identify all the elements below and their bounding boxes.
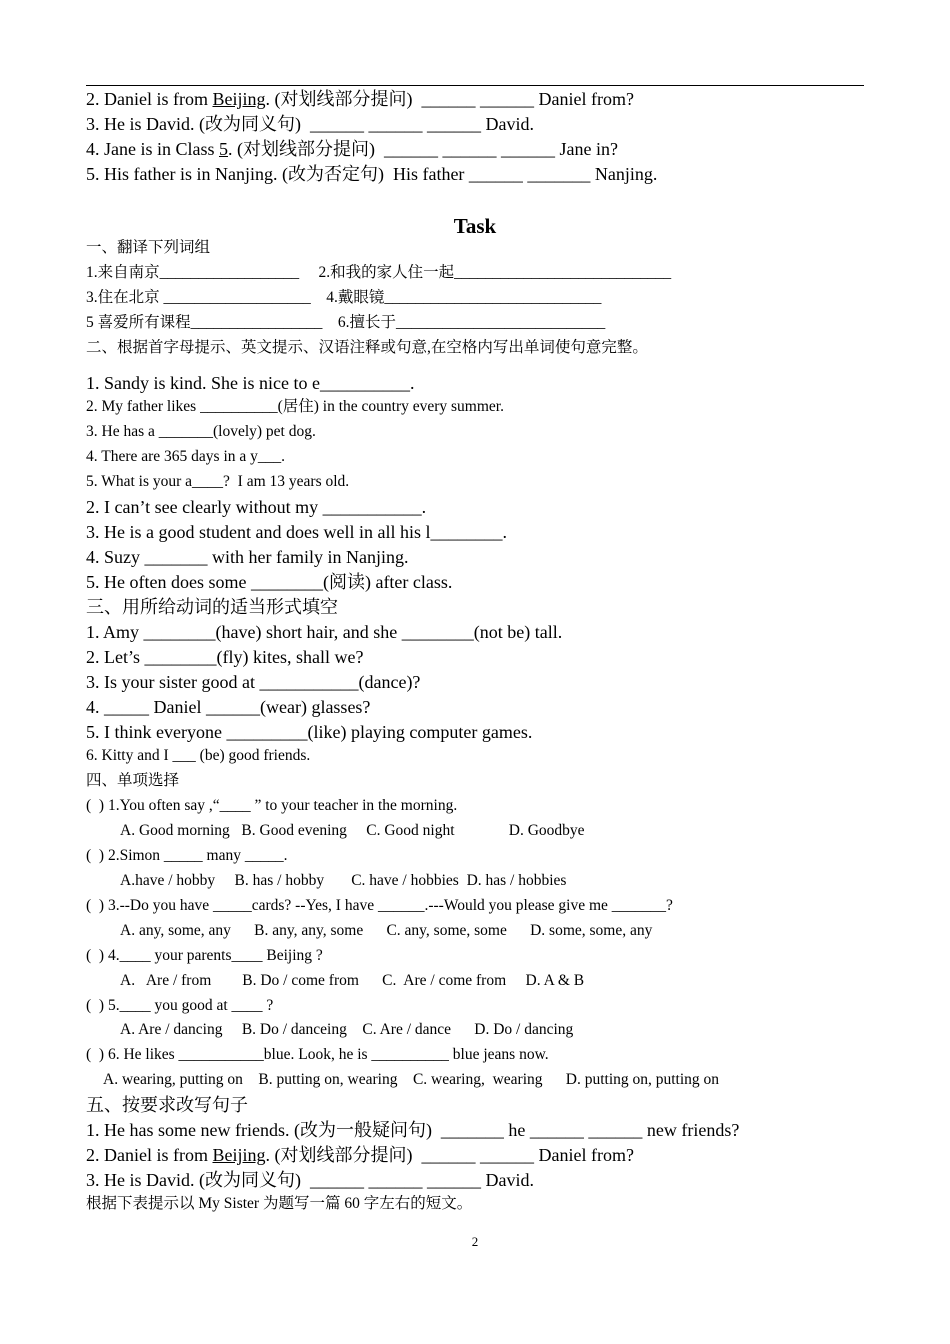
mc-options: A.have / hobby B. has / hobby C. have / hobbies D. has / hobbies — [120, 872, 567, 889]
mc-options: A. Are / dancing B. Do / danceing C. Are / dance D. Do / dancing — [120, 1021, 574, 1038]
part2-item: 4. There are 365 days in a y___. — [86, 448, 286, 465]
part1-row: 1.来自南京__________________ 2.和我的家人住一起____________________________ — [86, 264, 672, 281]
mc-options: A. Are / from B. Do / come from C. Are / come from D. A & B — [120, 972, 585, 989]
text: 4. Jane is in Class — [86, 139, 219, 159]
mc-question: ( ) 1.You often say ,“____ ” to your teacher in the morning. — [86, 797, 458, 814]
part2-item: 3. He is a good student and does well in all his l________. — [86, 522, 507, 542]
part2-item: 5. What is your a____? I am 13 years old. — [86, 473, 350, 490]
part2-item: 2. I can’t see clearly without my ___________. — [86, 497, 427, 517]
part3-item: 5. I think everyone _________(like) playing computer games. — [86, 722, 533, 742]
text: 2. Daniel is from — [86, 89, 213, 109]
part2-item: 2. My father likes __________(居住) in the country every summer. — [86, 398, 504, 415]
part3-item: 2. Let’s ________(fly) kites, shall we? — [86, 647, 364, 667]
rewrite-item-3: 3. He is David. (改为同义句) ______ ______ ______ David. — [86, 114, 534, 134]
section-title: Task — [453, 214, 497, 238]
underlined-word: 5 — [219, 139, 228, 159]
rewrite-item-4 — [86, 140, 618, 158]
rewrite-item-5: 5. His father is in Nanjing. (改为否定句) His father ______ _______ Nanjing. — [86, 164, 658, 184]
text: . (对划线部分提问) ______ ______ Daniel from? — [265, 1145, 634, 1165]
part3-item: 4. _____ Daniel ______(wear) glasses? — [86, 697, 371, 717]
part1-heading: 一、翻译下列词组 — [86, 239, 211, 256]
mc-options: A. Good morning B. Good evening C. Good night D. Goodbye — [120, 822, 585, 839]
part2-item: 3. He has a _______(lovely) pet dog. — [86, 423, 316, 440]
text: . (对划线部分提问) ______ ______ Daniel from? — [265, 89, 634, 109]
mc-options: A. wearing, putting on B. putting on, wearing C. wearing, wearing D. putting on, putting on — [103, 1071, 720, 1088]
mc-question: ( ) 4.____ your parents____ Beijing ? — [86, 947, 323, 964]
part3-item: 6. Kitty and I ___ (be) good friends. — [86, 747, 311, 764]
part1-row: 5 喜爱所有课程_________________ 6.擅长于___________________________ — [86, 314, 606, 331]
mc-options: A. any, some, any B. any, any, some C. any, some, some D. some, some, any — [120, 922, 653, 939]
page-number: 2 — [471, 1234, 479, 1249]
part2-heading: 二、根据首字母提示、英文提示、汉语注释或句意,在空格内写出单词使句意完整。 — [86, 339, 648, 356]
mc-question: ( ) 6. He likes ___________blue. Look, he is __________ blue jeans now. — [86, 1046, 549, 1063]
part2-item: 4. Suzy _______ with her family in Nanjing. — [86, 547, 409, 567]
text: 2. Daniel is from — [86, 1145, 213, 1165]
mc-question: ( ) 2.Simon _____ many _____. — [86, 847, 288, 864]
part3-item: 3. Is your sister good at ___________(dance)? — [86, 672, 421, 692]
rewrite-item-2 — [86, 1146, 634, 1164]
underlined-word: Beijing — [212, 89, 266, 109]
part2-item: 5. He often does some ________(阅读) after class. — [86, 572, 453, 592]
rewrite-item-2 — [86, 90, 634, 108]
part5-heading: 五、按要求改写句子 — [86, 1095, 248, 1115]
top-divider-line — [86, 85, 864, 86]
part3-item: 1. Amy ________(have) short hair, and she ________(not be) tall. — [86, 622, 563, 642]
part1-row: 3.住在北京 ___________________ 4.戴眼镜____________________________ — [86, 289, 602, 306]
text: . (对划线部分提问) ______ ______ ______ Jane in? — [228, 139, 618, 159]
rewrite-item-1: 1. He has some new friends. (改为一般疑问句) _______ he ______ ______ new friends? — [86, 1120, 740, 1140]
part4-heading: 四、单项选择 — [86, 772, 180, 789]
writing-prompt: 根据下表提示以 My Sister 为题写一篇 60 字左右的短文。 — [86, 1195, 473, 1212]
part2-item: 1. Sandy is kind. She is nice to e__________. — [86, 373, 415, 393]
rewrite-item-3: 3. He is David. (改为同义句) ______ ______ ______ David. — [86, 1170, 534, 1190]
underlined-word: Beijing — [212, 1145, 266, 1165]
mc-question: ( ) 5.____ you good at ____ ? — [86, 997, 274, 1014]
part3-heading: 三、用所给动词的适当形式填空 — [86, 597, 338, 617]
mc-question: ( ) 3.--Do you have _____cards? --Yes, I have ______.---Would you please give me _______? — [86, 897, 673, 914]
